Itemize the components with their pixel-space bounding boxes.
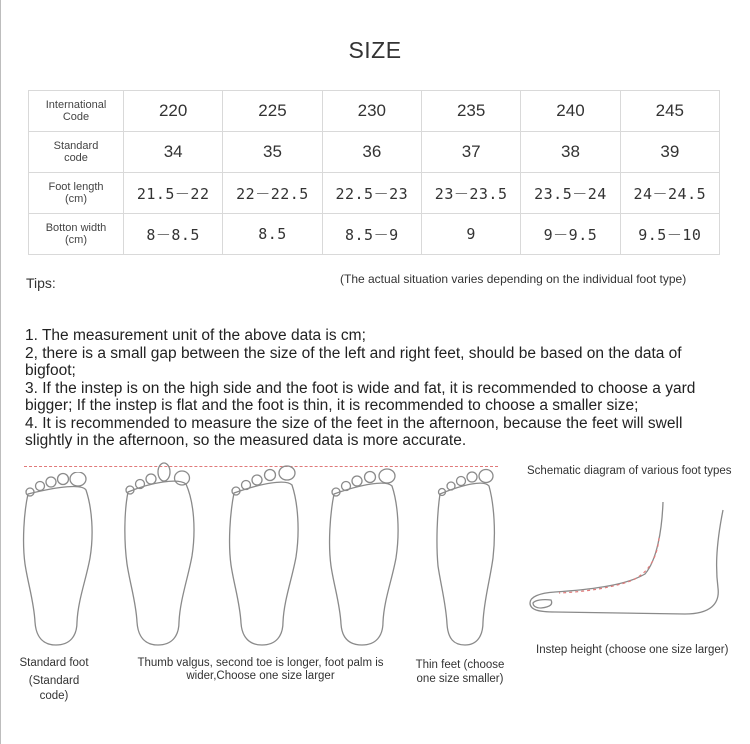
schematic-title: Schematic diagram of various foot types: [527, 465, 732, 477]
tips-label: Tips:: [26, 275, 56, 291]
caption-line: one size smaller): [416, 673, 504, 685]
table-cell: 220: [124, 91, 223, 132]
table-row: [29, 214, 720, 255]
thumb-valgus-caption: [128, 656, 393, 684]
table-cell: 21.5－22: [124, 173, 223, 214]
table-cell: 36: [322, 132, 421, 173]
table-cell: 22－22.5: [223, 173, 322, 214]
tip-item: 1. The measurement unit of the above data is cm;: [25, 327, 366, 344]
table-cell: 9.5－10: [620, 214, 719, 255]
table-cell: 8.5－9: [322, 214, 421, 255]
table-row: [29, 132, 720, 173]
caption-line: (Standard code): [28, 675, 80, 702]
caption-line: Standard foot: [19, 657, 89, 669]
table-cell: 245: [620, 91, 719, 132]
table-row: [29, 173, 720, 214]
row-header: Standard code: [29, 132, 124, 173]
thumb-valgus-foot-illustration: [122, 460, 198, 648]
tips-note: (The actual situation varies depending on the individual foot type): [340, 272, 687, 286]
tip-item: 4. It is recommended to measure the size of the feet in the afternoon, because the feet will swell slightly in the afternoon, so the measured data is more accurate.: [25, 414, 683, 449]
standard-foot-illustration: [20, 472, 96, 648]
row-header: International Code: [29, 91, 124, 132]
tip-item: 3. If the instep is on the high side and the foot is wide and fat, it is recommended to choose a yard bigger; If the instep is flat and the foot is thin, it is recommended to choose a smaller size;: [25, 379, 696, 414]
thin-feet-caption: [408, 658, 512, 687]
caption-line: Thin feet (choose: [415, 659, 505, 671]
table-cell: 23.5－24: [521, 173, 620, 214]
table-cell: 39: [620, 132, 719, 173]
table-cell: 22.5－23: [322, 173, 421, 214]
table-cell: 24－24.5: [620, 173, 719, 214]
foot-illustration-4: [326, 464, 402, 648]
table-cell: 240: [521, 91, 620, 132]
left-border: [0, 0, 1, 744]
table-cell: 8.5: [223, 214, 322, 255]
table-cell: 35: [223, 132, 322, 173]
table-row: [29, 91, 720, 132]
table-cell: 230: [322, 91, 421, 132]
instep-caption: Instep height (choose one size larger): [536, 644, 729, 656]
thin-foot-illustration: [432, 464, 502, 648]
row-header: Foot length (cm): [29, 173, 124, 214]
table-cell: 8－8.5: [124, 214, 223, 255]
table-cell: 34: [124, 132, 223, 173]
caption-line: Thumb valgus, second toe is longer, foot palm is: [137, 657, 384, 669]
table-cell: 37: [421, 132, 520, 173]
table-cell: 9: [421, 214, 520, 255]
table-cell: 38: [521, 132, 620, 173]
standard-foot-caption: [14, 656, 94, 704]
table-cell: 23－23.5: [421, 173, 520, 214]
table-cell: 235: [421, 91, 520, 132]
table-cell: 225: [223, 91, 322, 132]
tips-list: [25, 327, 730, 450]
instep-side-view-illustration: [525, 500, 730, 630]
page-title: SIZE: [348, 37, 402, 63]
caption-line: wider,Choose one size larger: [186, 670, 335, 682]
size-table: [28, 90, 720, 255]
row-header: Botton width (cm): [29, 214, 124, 255]
table-cell: 9－9.5: [521, 214, 620, 255]
foot-illustration-3: [226, 461, 302, 648]
tip-item: 2, there is a small gap between the size of the left and right feet, should be based on the data of bigfoot;: [25, 344, 682, 379]
